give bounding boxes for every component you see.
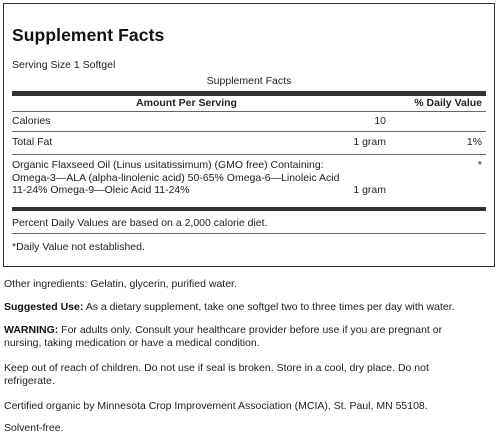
percent-daily-note: Percent Daily Values are based on a 2,000 calorie diet. [12,217,268,229]
warning [4,324,494,350]
warning-text: For adults only. Consult your healthcare provider before use if you are pregnant or [58,324,443,336]
ingredient-line: 11-24% Omega-9—Oleic Acid 11-24% [12,184,190,196]
header-amount-per-serving: Amount Per Serving [136,97,237,109]
ingredient-line: Omega-3—ALA (alpha-linolenic acid) 50-65% Omega-6—Linoleic Acid [12,171,340,184]
thick-divider-top [12,91,486,96]
storage-text: Keep out of reach of children. Do not use if seal is broken. Store in a cool, dry place. Do not [4,362,429,374]
facts-title: Supplement Facts [12,25,165,45]
row-divider [12,111,486,112]
suggested-use [4,301,494,314]
other-ingredients: Other ingredients: Gelatin, glycerin, purified water. [4,278,237,290]
storage-text: refrigerate. [4,375,55,387]
total-fat-label: Total Fat [12,136,53,148]
ingredient-line: Organic Flaxseed Oil (Linus usitatissimum) (GMO free) Containing: [12,159,324,171]
flaxseed-oil-dv-mark: * [477,159,482,171]
flaxseed-oil-ingredient [12,159,452,197]
flaxseed-oil-amount: 1 gram [353,184,386,196]
storage-instructions [4,362,494,388]
total-fat-amount: 1 gram [353,136,386,148]
row-divider [12,154,486,155]
solvent-free: Solvent-free. [4,422,64,434]
calories-label: Calories [12,115,51,127]
table-caption: Supplement Facts [206,75,292,87]
warning-label: WARNING: [4,324,59,336]
header-daily-value: % Daily Value [414,97,482,109]
calories-amount: 10 [374,115,386,127]
serving-size: Serving Size 1 Softgel [12,59,116,71]
suggested-use-text: As a dietary supplement, take one softgel two to three times per day with water. [83,301,455,313]
total-fat-dv: 1% [466,136,482,148]
thick-divider-bottom [12,207,486,211]
note-divider [12,233,486,234]
organic-certification: Certified organic by Minnesota Crop Improvement Association (MCIA), St. Paul, MN 55108. [4,400,428,412]
row-divider [12,131,486,132]
suggested-use-label: Suggested Use: [4,301,84,313]
supplement-facts-panel [3,3,495,267]
warning-text: nursing, taking medication or have a medical condition. [4,337,260,349]
daily-value-not-established: *Daily Value not established. [12,241,145,253]
